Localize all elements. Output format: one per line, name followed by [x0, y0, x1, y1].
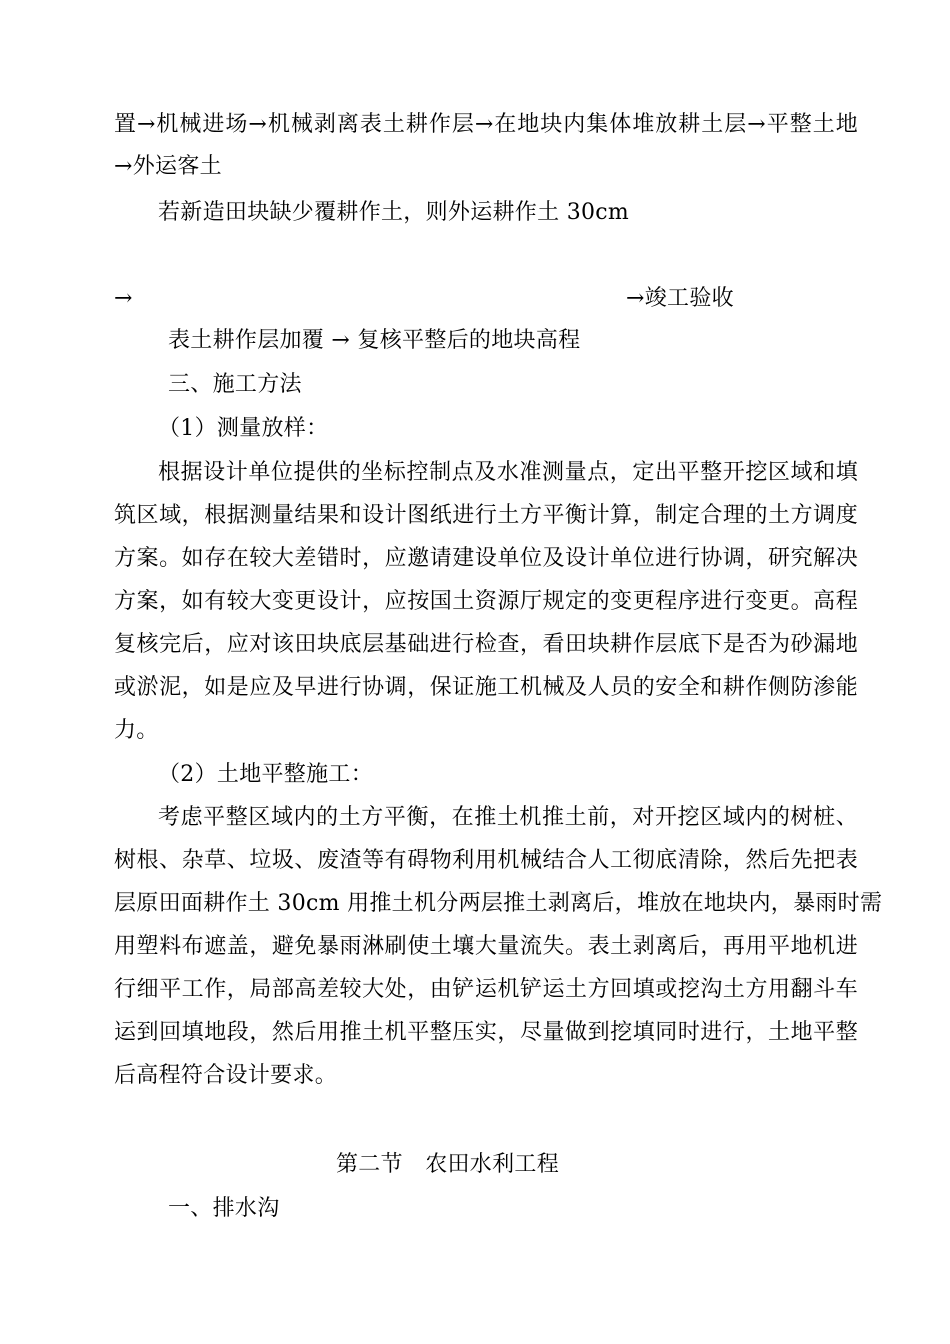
- heading-construction-method: 三、施工方法: [168, 372, 302, 397]
- subheading-land-leveling: （2）土地平整施工：: [158, 762, 373, 787]
- paragraph-1-line-6: 或淤泥，如是应及早进行协调，保证施工机械及人员的安全和耕作侧防渗能: [114, 675, 858, 700]
- flow-line-topsoil: 表土耕作层加覆 → 复核平整后的地块高程: [168, 328, 581, 353]
- flow-arrow-left: →: [114, 286, 133, 311]
- supplement-line: 若新造田块缺少覆耕作土，则外运耕作土 30cm: [158, 200, 630, 225]
- paragraph-1-line-3: 方案。如存在较大差错时，应邀请建设单位及设计单位进行协调，研究解决: [114, 546, 858, 571]
- paragraph-1-line-1: 根据设计单位提供的坐标控制点及水准测量点，定出平整开挖区域和填: [158, 460, 858, 485]
- paragraph-2-line-6: 运到回填地段，然后用推土机平整压实，尽量做到挖填同时进行，土地平整: [114, 1020, 858, 1045]
- paragraph-2-line-4: 用塑料布遮盖，避免暴雨淋刷使土壤大量流失。表土剥离后，再用平地机进: [114, 934, 858, 959]
- flow-line-2: →外运客土: [114, 154, 222, 179]
- paragraph-2-line-1: 考虑平整区域内的土方平衡，在推土机推土前，对开挖区域内的树桩、: [158, 805, 858, 830]
- heading-drainage-ditch: 一、排水沟: [168, 1196, 280, 1221]
- paragraph-1-line-4: 方案，如有较大变更设计，应按国土资源厅规定的变更程序进行变更。高程: [114, 589, 858, 614]
- paragraph-1-line-7: 力。: [114, 718, 159, 743]
- flow-line-1: 置→机械进场→机械剥离表土耕作层→在地块内集体堆放耕土层→平整土地: [114, 112, 858, 137]
- paragraph-1-line-5: 复核完后，应对该田块底层基础进行检查，看田块耕作层底下是否为砂漏地: [114, 632, 858, 657]
- paragraph-2-line-5: 行细平工作，局部高差较大处，由铲运机铲运土方回填或挖沟土方用翻斗车: [114, 977, 858, 1002]
- paragraph-2-line-7: 后高程符合设计要求。: [114, 1063, 338, 1088]
- paragraph-2-line-2: 树根、杂草、垃圾、废渣等有碍物利用机械结合人工彻底清除，然后先把表: [114, 848, 858, 873]
- section-title: 第二节 农田水利工程: [336, 1152, 560, 1177]
- subheading-survey: （1）测量放样：: [158, 416, 329, 441]
- flow-acceptance: →竣工验收: [626, 286, 734, 311]
- paragraph-1-line-2: 筑区域，根据测量结果和设计图纸进行土方平衡计算，制定合理的土方调度: [114, 503, 858, 528]
- paragraph-2-line-3: 层原田面耕作土 30cm 用推土机分两层推土剥离后，堆放在地块内，暴雨时需: [114, 891, 883, 916]
